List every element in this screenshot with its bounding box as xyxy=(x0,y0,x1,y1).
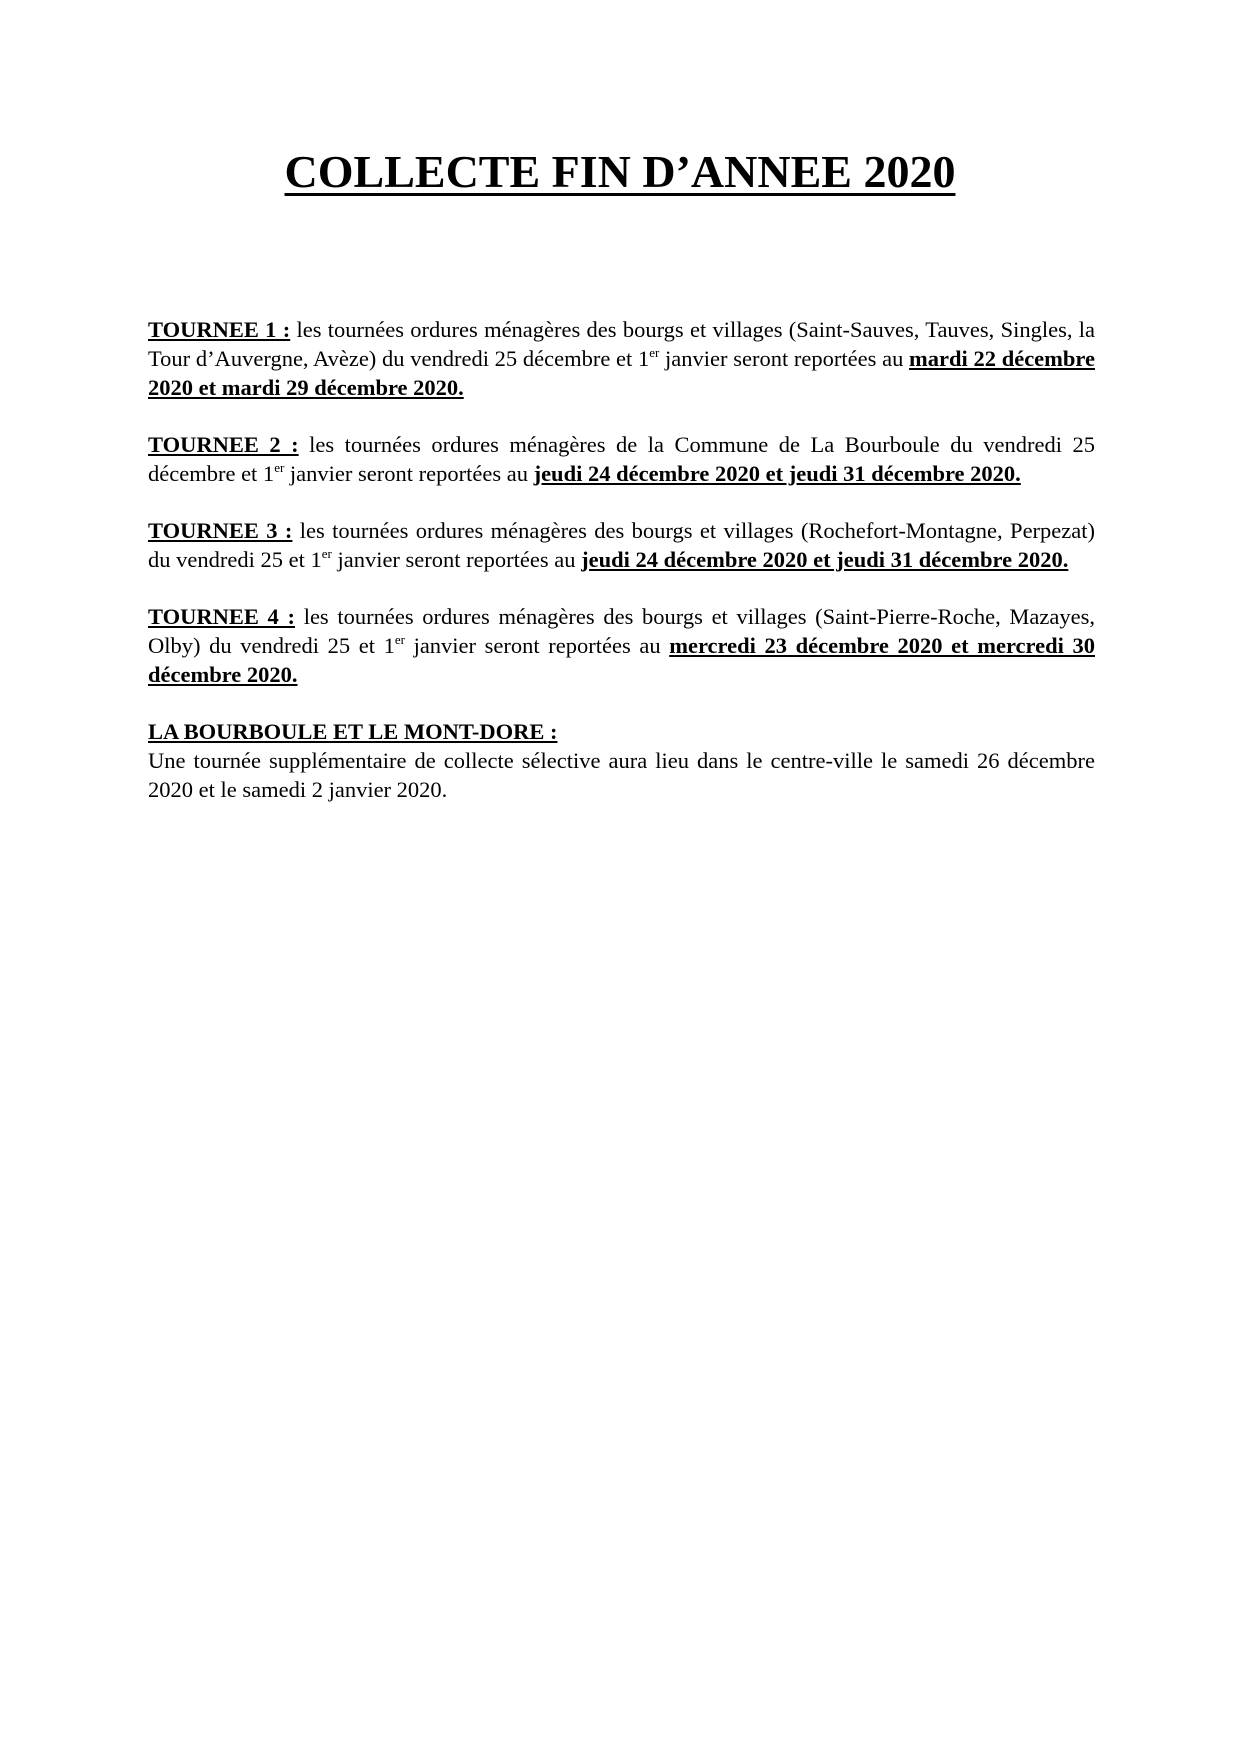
tournee-3-text: les tournées ordures ménagères des bourgs et villages (Rochefort-Montagne, Perpezat) du vendredi 25 et 1 xyxy=(148,518,1095,572)
tournee-2-text-cont: janvier seront reportées au xyxy=(284,461,534,486)
tournee-4-text: les tournées ordures ménagères des bourgs et villages (Saint-Pierre-Roche, Mazayes, Olby) du vendredi 25 et 1 xyxy=(148,604,1096,658)
tournee-2-label: TOURNEE 2 : xyxy=(148,432,299,457)
tournee-1-label: TOURNEE 1 : xyxy=(148,317,291,342)
tournee-1-sup: er xyxy=(649,345,660,360)
page-title: COLLECTE FIN D’ANNEE 2020 xyxy=(284,146,956,197)
tournee-1-text-cont: janvier seront reportées au xyxy=(659,346,910,371)
tournee-2-paragraph xyxy=(148,430,1095,488)
tournee-3-sup: er xyxy=(321,546,332,561)
bourboule-mont-dore-heading: LA BOURBOULE ET LE MONT-DORE : xyxy=(148,719,558,744)
tournee-2-text: les tournées ordures ménagères de la Commune de La Bourboule du vendredi 25 décembre et 1 xyxy=(148,432,1095,486)
tournee-3-text-cont: janvier seront reportées au xyxy=(331,547,582,572)
tournee-2-sup: er xyxy=(274,460,285,475)
tournee-1-dates: mardi 22 décembre 2020 et mardi 29 décembre 2020. xyxy=(148,346,1095,400)
tournee-4-sup: er xyxy=(394,632,405,647)
tournee-1-text: les tournées ordures ménagères des bourgs et villages (Saint-Sauves, Tauves, Singles, la Tour d’Auvergne, Avèze) du vendredi 25 décembre et 1 xyxy=(148,317,1096,371)
tournee-3-label: TOURNEE 3 : xyxy=(148,518,293,543)
tournee-4-dates: mercredi 23 décembre 2020 et mercredi 30 décembre 2020. xyxy=(148,633,1095,687)
tournee-2-dates: jeudi 24 décembre 2020 et jeudi 31 décembre 2020. xyxy=(533,461,1021,486)
bourboule-mont-dore-text: Une tournée supplémentaire de collecte sélective aura lieu dans le centre-ville le samedi 26 décembre 2020 et le samedi 2 janvier 2020. xyxy=(148,748,1095,802)
document-body xyxy=(148,315,1095,832)
tournee-1-paragraph xyxy=(148,315,1095,402)
tournee-3-paragraph xyxy=(148,516,1095,574)
tournee-4-text-cont: janvier seront reportées au xyxy=(404,633,670,658)
tournee-4-paragraph xyxy=(148,602,1095,689)
bourboule-mont-dore-paragraph xyxy=(148,717,1095,804)
tournee-3-dates: jeudi 24 décembre 2020 et jeudi 31 décembre 2020. xyxy=(581,547,1069,572)
tournee-4-label: TOURNEE 4 : xyxy=(148,604,295,629)
